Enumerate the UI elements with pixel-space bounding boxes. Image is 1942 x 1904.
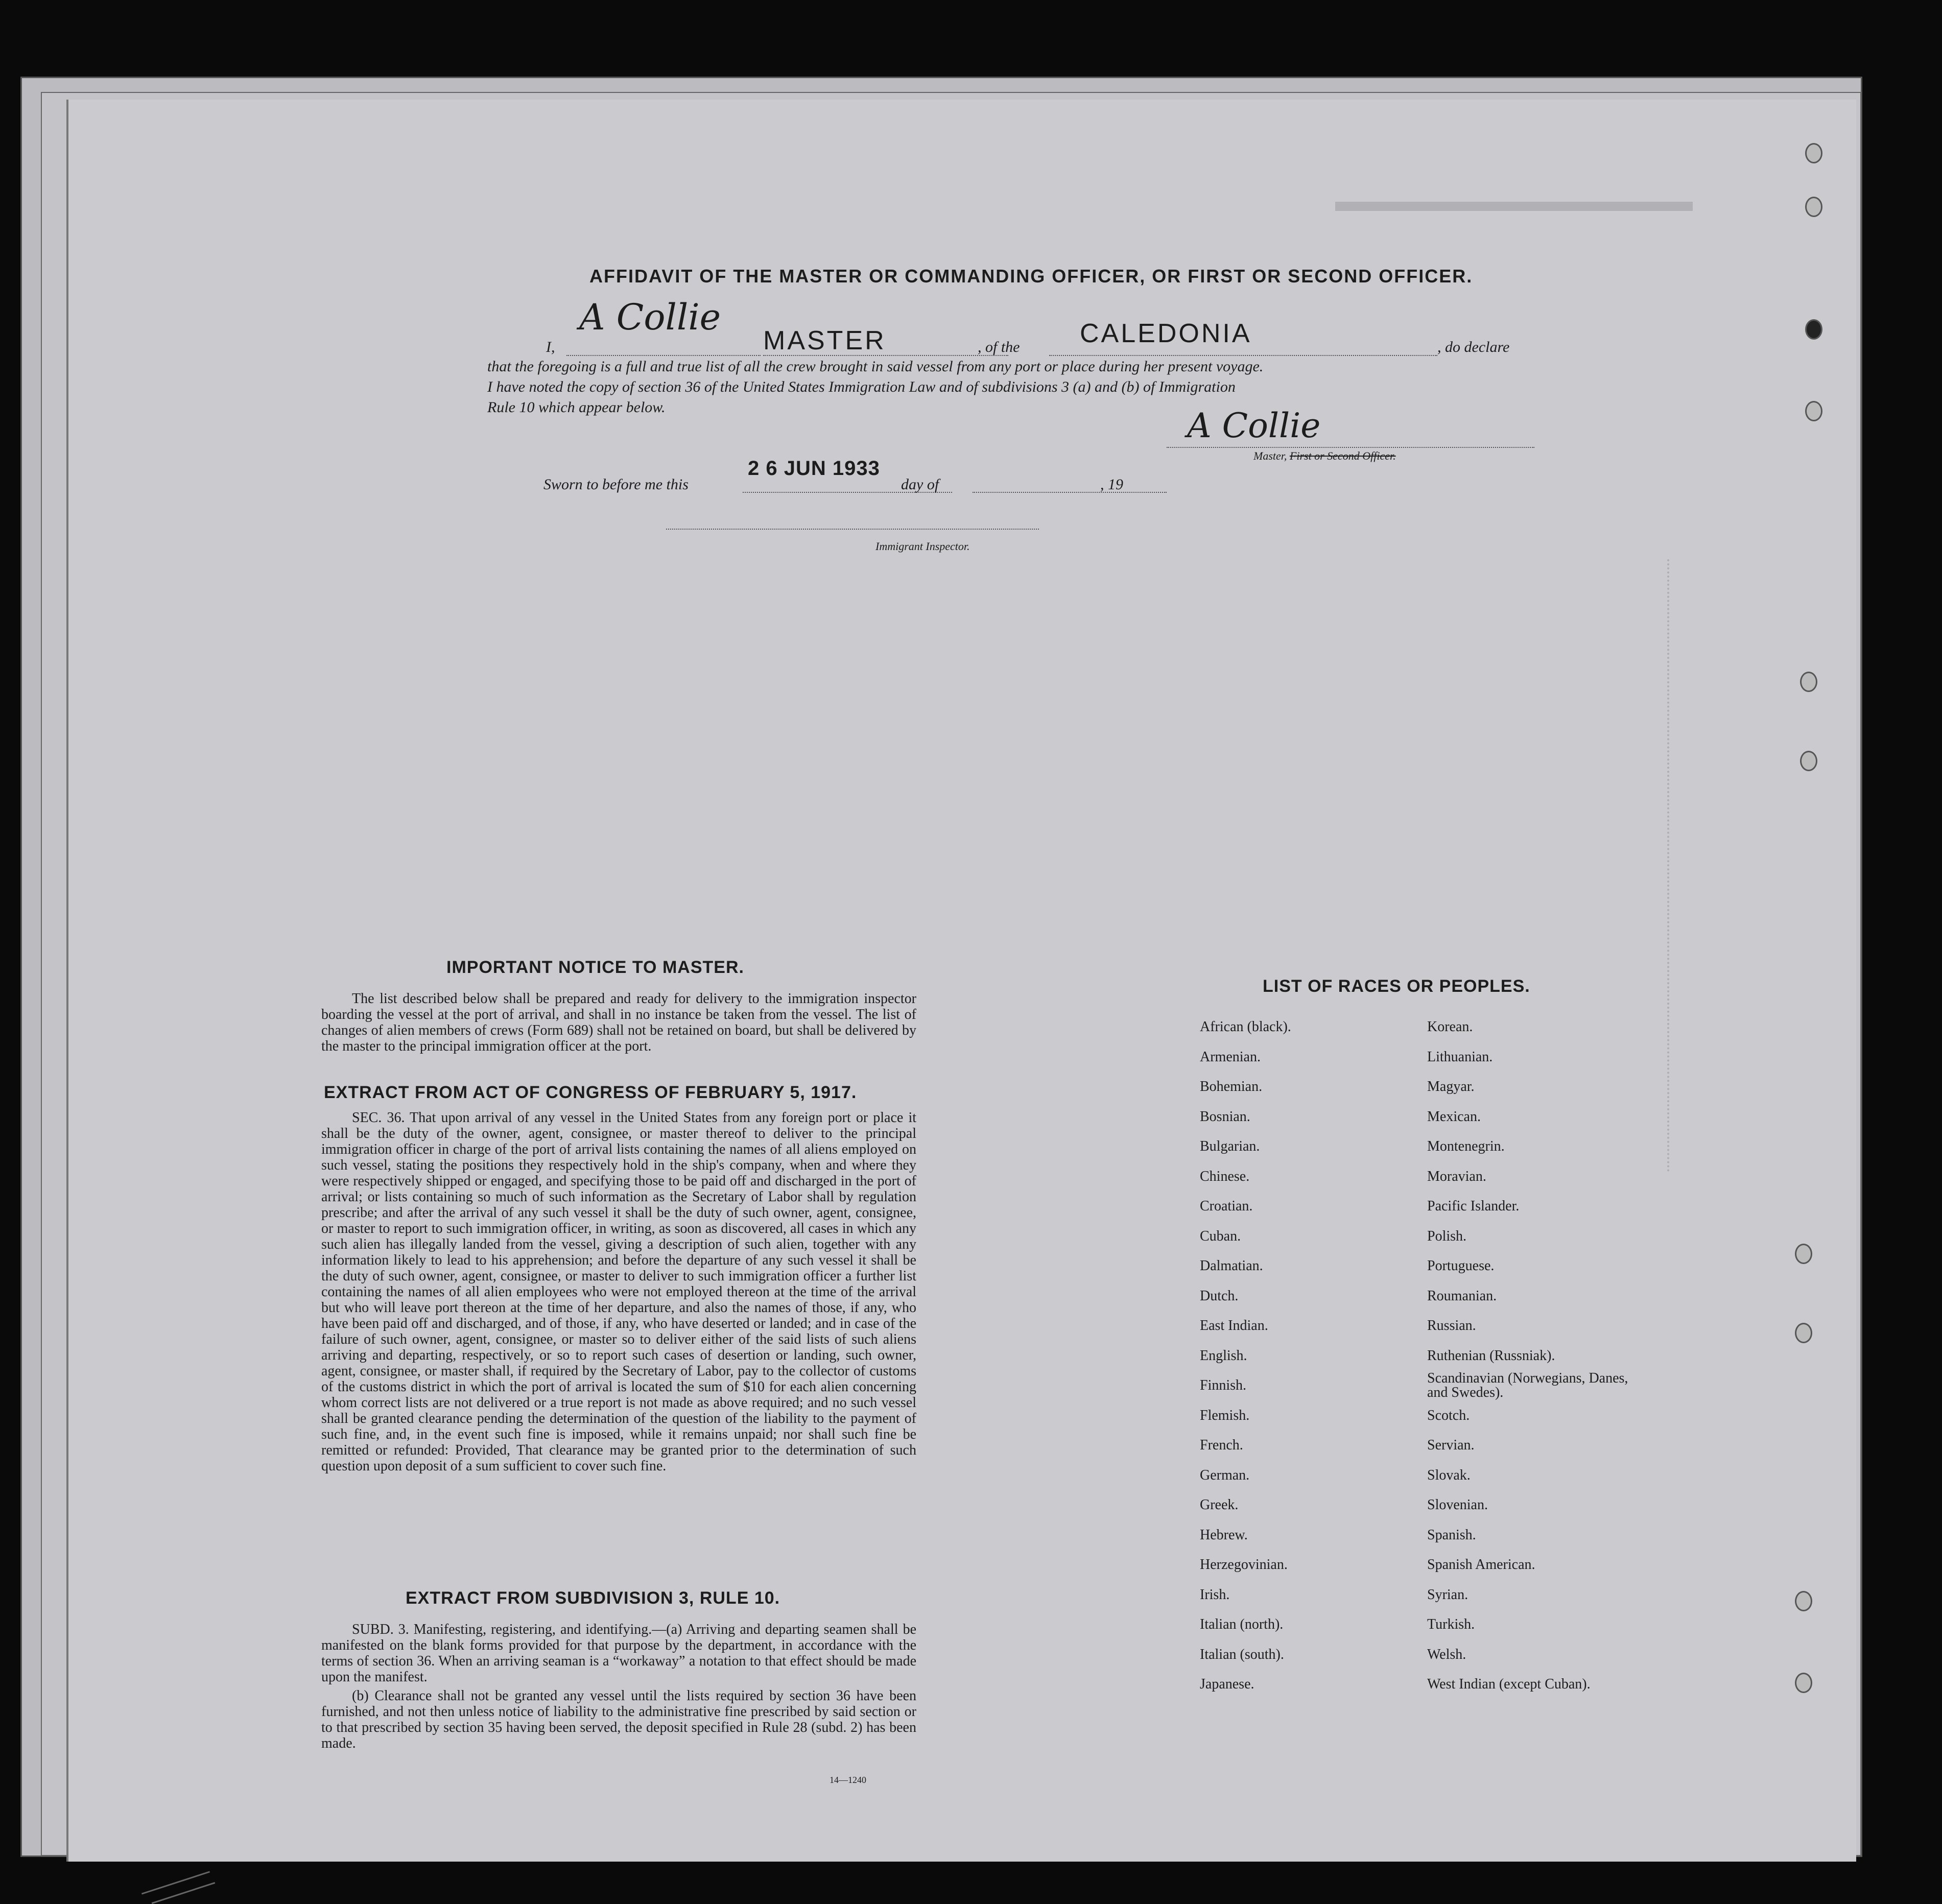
affidavit-statement-1: that the foregoing is a full and true list of all the crew brought in said vessel from any port or place during her present voyage. (487, 358, 1264, 375)
race-item: Slovak. (1427, 1467, 1471, 1483)
date-stamp: 2 6 JUN 1933 (748, 457, 880, 480)
form-number: 14—1240 (830, 1775, 866, 1785)
punch-hole (1805, 197, 1822, 217)
race-item: Flemish. (1200, 1407, 1250, 1423)
punch-hole (1805, 319, 1822, 340)
punch-hole (1800, 751, 1817, 771)
punch-hole (1795, 1244, 1812, 1264)
punch-hole (1795, 1591, 1812, 1611)
race-item: Herzegovinian. (1200, 1557, 1288, 1573)
rank-stamp: MASTER (763, 326, 886, 355)
of-the-label: , of the (978, 339, 1020, 355)
race-item: East Indian. (1200, 1318, 1268, 1334)
race-item: Italian (north). (1200, 1616, 1284, 1632)
race-item: English. (1200, 1347, 1247, 1364)
vessel-stamp: CALEDONIA (1080, 319, 1252, 348)
rank-line (763, 355, 1008, 356)
race-item: Chinese. (1200, 1168, 1250, 1184)
race-item: Syrian. (1427, 1586, 1469, 1603)
punch-hole (1805, 143, 1822, 163)
inspector-line (666, 529, 1039, 530)
races-heading: LIST OF RACES OR PEOPLES. (1263, 977, 1530, 996)
rule-heading: EXTRACT FROM SUBDIVISION 3, RULE 10. (406, 1588, 780, 1608)
race-item: Lithuanian. (1427, 1049, 1493, 1065)
manifest-page (66, 100, 1856, 1862)
race-item: Japanese. (1200, 1676, 1254, 1692)
race-item: French. (1200, 1437, 1243, 1453)
race-item: Scotch. (1427, 1407, 1470, 1423)
pencil-mark (152, 1882, 216, 1904)
inspector-caption: Immigrant Inspector. (875, 540, 970, 553)
race-item: Welsh. (1427, 1646, 1466, 1662)
punch-hole (1800, 672, 1817, 692)
race-item: African (black). (1200, 1019, 1291, 1035)
sworn-label: Sworn to before me this (543, 476, 689, 493)
punch-hole (1795, 1673, 1812, 1693)
race-item: Moravian. (1427, 1168, 1486, 1184)
race-item: Spanish American. (1427, 1557, 1535, 1573)
race-item: Montenegrin. (1427, 1138, 1505, 1154)
handwritten-name: A Collie (579, 296, 721, 338)
affidavit-title: AFFIDAVIT OF THE MASTER OR COMMANDING OFFICER, OR FIRST OR SECOND OFFICER. (589, 266, 1473, 287)
race-item: Mexican. (1427, 1108, 1481, 1125)
year-prefix: , 19 (1100, 476, 1123, 493)
race-item: Slovenian. (1427, 1497, 1488, 1513)
pencil-mark (141, 1871, 210, 1894)
race-item: Turkish. (1427, 1616, 1475, 1632)
signature-caption-master: Master, (1253, 449, 1287, 462)
signature-caption (1253, 449, 1396, 463)
race-item: Roumanian. (1427, 1288, 1497, 1304)
race-item: Finnish. (1200, 1377, 1247, 1393)
punch-hole (1805, 401, 1822, 421)
bleed-through-column (1667, 559, 1797, 1172)
race-item: Portuguese. (1427, 1258, 1495, 1274)
race-item: Magyar. (1427, 1079, 1475, 1094)
race-item: Polish. (1427, 1228, 1467, 1244)
name-line (566, 355, 761, 356)
race-item: Korean. (1427, 1019, 1473, 1035)
race-item: Italian (south). (1200, 1646, 1284, 1662)
signature-caption-struck: First or Second Officer. (1289, 449, 1396, 462)
do-declare-label: , do declare (1437, 339, 1510, 355)
affidavit-pronoun: I, (546, 339, 555, 355)
race-item: Bohemian. (1200, 1079, 1263, 1094)
race-item: Servian. (1427, 1437, 1475, 1453)
race-item: Croatian. (1200, 1198, 1253, 1214)
rule-text-a: SUBD. 3. Manifesting, registering, and identifying.—(a) Arriving and departing seamen shall be manifested on the blank forms provided for that purpose by the department, in accordance with the terms of section 36. When an arriving seaman is a “workaway” a notation to that effect should be made upon the manifest. (321, 1622, 916, 1685)
race-item: Armenian. (1200, 1049, 1261, 1065)
race-item: German. (1200, 1467, 1250, 1483)
race-item: Pacific Islander. (1427, 1198, 1520, 1214)
race-item: Ruthenian (Russniak). (1427, 1347, 1555, 1364)
race-item: Spanish. (1427, 1527, 1476, 1543)
race-item: Cuban. (1200, 1228, 1241, 1244)
race-item: Hebrew. (1200, 1527, 1248, 1543)
act-text: SEC. 36. That upon arrival of any vessel in the United States from any foreign port or place it shall be the duty of the owner, agent, consignee, or master thereof to deliver to the principal immigration officer in charge of the port of arrival lists containing the names of all aliens employed on such vessel, stating the positions they respectively hold in the ship's company, when and where they were respectively shipped or engaged, and specifying those to be paid off and discharged in the port of arrival; or lists containing so much of such information as the Secretary of Labor shall by regulation prescribe; and after the arrival of any such vessel it shall be the duty of such owner, agent, consignee, or master to report to such immigration officer, in writing, as soon as discovered, all cases in which any such alien has illegally landed from the vessel, giving a description of such alien, together with any information likely to lead to his apprehension; and before the departure of any such vessel it shall be the duty of such owner, agent, consignee, or master to deliver to such immigration officer a further list containing the names of all alien employees who were not employed thereon at the time of the arrival but who will leave port thereon at the time of her departure, and also the names of those, if any, who have been paid off and discharged, and of those, if any, who have deserted or landed; and in case of the failure of such owner, agent, consignee, or master so to deliver either of the said lists of such aliens arriving and departing, respectively, or so to report such cases of desertion or landing, such owner, agent, consignee, or master shall, if required by the Secretary of Labor, pay to the collector of customs of the customs district in which the port of arrival is located the sum of $10 for each alien concerning whom correct lists are not delivered or a true report is not made as above required; and no such vessel shall be granted clearance pending the determination of the question of the liability to the payment of such fine, and, in the event such fine is imposed, while it remains unpaid; nor shall such fine be remitted or refunded: Provided, That clearance may be granted prior to the determination of such question upon deposit of a sum sufficient to cover such fine. (321, 1110, 916, 1474)
act-heading: EXTRACT FROM ACT OF CONGRESS OF FEBRUARY 5, 1917. (324, 1083, 857, 1102)
punch-hole (1795, 1323, 1812, 1343)
race-item: Bosnian. (1200, 1108, 1250, 1125)
vessel-line (1049, 355, 1437, 356)
master-signature: A Collie (1187, 406, 1321, 445)
race-item: West Indian (except Cuban). (1427, 1676, 1591, 1692)
race-item: Dutch. (1200, 1288, 1239, 1304)
race-item: Scandinavian (Norwegians, Danes, and Swedes). (1427, 1370, 1628, 1400)
notice-text: The list described below shall be prepared and ready for delivery to the immigration inspector boarding the vessel at the port of arrival, and shall in no instance be taken from the vessel. The list of changes of alien members of crews (Form 689) shall not be retained on board, but shall be delivered by the master to the principal immigration officer at the port. (321, 991, 916, 1054)
race-item: Irish. (1200, 1586, 1230, 1603)
race-item: Greek. (1200, 1497, 1239, 1513)
month-line (973, 492, 1167, 493)
race-item: Dalmatian. (1200, 1258, 1263, 1274)
signature-line (1167, 447, 1534, 448)
race-item: Russian. (1427, 1318, 1476, 1334)
day-of-label: day of (901, 476, 939, 493)
race-item: Bulgarian. (1200, 1138, 1260, 1154)
rule-text-b: (b) Clearance shall not be granted any vessel until the lists required by section 36 have been furnished, and not then unless notice of liability to the administrative fine prescribed by said section or to that prescribed by section 35 having been served, the deposit specified in Rule 28 (subd. 2) has been made. (321, 1688, 916, 1751)
bleed-through-header (1335, 186, 1693, 211)
affidavit-statement-2: I have noted the copy of section 36 of the United States Immigration Law and of subdivisions 3 (a) and (b) of Immigration (487, 378, 1236, 395)
notice-heading: IMPORTANT NOTICE TO MASTER. (446, 958, 744, 977)
affidavit-statement-3: Rule 10 which appear below. (487, 399, 666, 416)
